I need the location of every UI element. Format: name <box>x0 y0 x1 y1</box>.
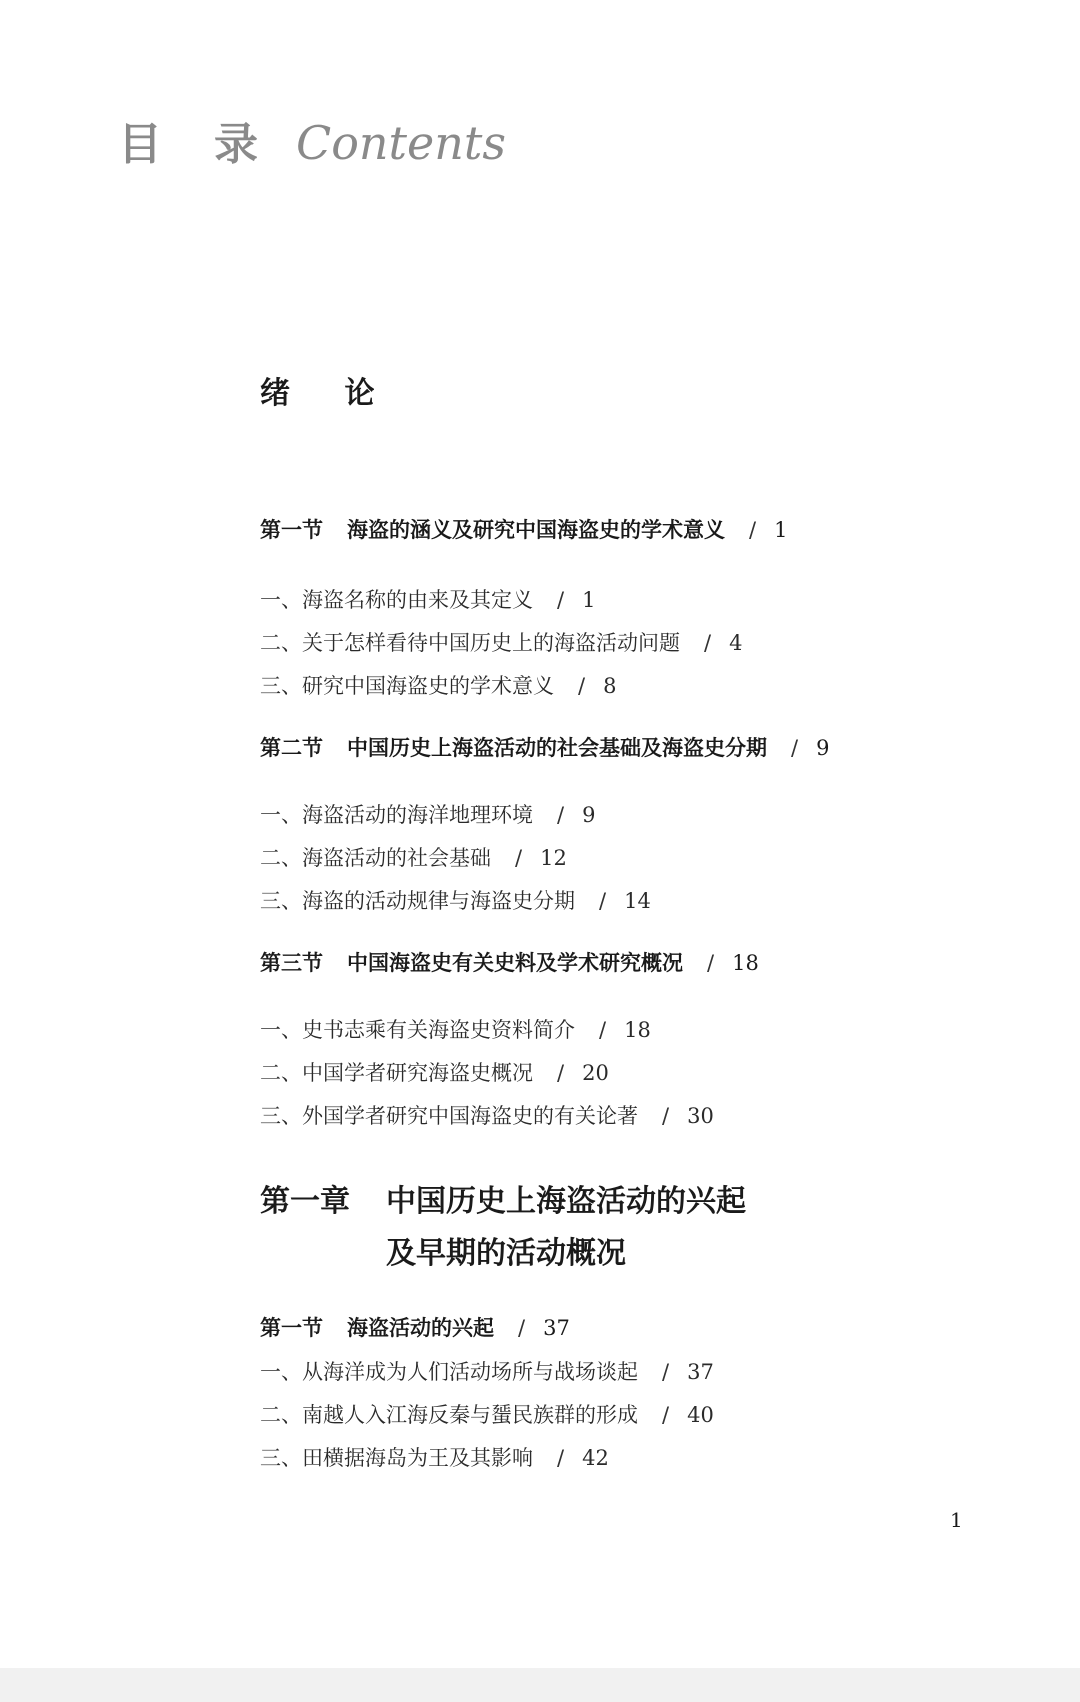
page-ref: 8 <box>603 674 617 698</box>
section-title: 海盗活动的兴起 <box>347 1316 494 1340</box>
header-mu: 目 <box>118 119 164 170</box>
intro-heading: 绪 论 <box>260 376 397 411</box>
section-label: 第三节 <box>260 951 323 975</box>
page-ref: 37 <box>543 1316 570 1340</box>
page-ref: 18 <box>732 951 759 975</box>
subsection-title: 三、外国学者研究中国海盗史的有关论著 <box>260 1104 638 1128</box>
page-ref: 14 <box>624 889 651 913</box>
subsection-title: 二、关于怎样看待中国历史上的海盗活动问题 <box>260 631 680 655</box>
bottom-strip <box>0 1668 1080 1702</box>
toc-subsection[interactable] <box>260 584 595 614</box>
chapter-label: 第一章 <box>260 1184 350 1219</box>
separator: / <box>662 1104 670 1128</box>
section-label: 第一节 <box>260 518 323 542</box>
page-number: 1 <box>950 1508 963 1532</box>
chapter-title-line1: 中国历史上海盗活动的兴起 <box>386 1184 746 1219</box>
section-label: 第二节 <box>260 736 323 760</box>
chapter-title-line2: 及早期的活动概况 <box>386 1236 626 1271</box>
page-ref: 42 <box>582 1446 609 1470</box>
section-title: 海盗的涵义及研究中国海盗史的学术意义 <box>347 518 725 542</box>
separator: / <box>557 1061 565 1085</box>
separator: / <box>707 951 715 975</box>
subsection-title: 三、海盗的活动规律与海盗史分期 <box>260 889 575 913</box>
separator: / <box>578 674 586 698</box>
page-ref: 9 <box>582 803 596 827</box>
toc-subsection[interactable] <box>260 1356 714 1386</box>
toc-header <box>118 108 506 172</box>
page-ref: 9 <box>816 736 830 760</box>
page-ref: 20 <box>582 1061 609 1085</box>
page-ref: 18 <box>624 1018 651 1042</box>
toc-subsection[interactable] <box>260 842 567 872</box>
header-lu: 录 <box>214 119 260 170</box>
toc-subsection[interactable] <box>260 670 616 700</box>
section-title: 中国海盗史有关史料及学术研究概况 <box>347 951 683 975</box>
toc-section-3[interactable] <box>260 947 759 977</box>
page-ref: 1 <box>582 588 596 612</box>
toc-subsection[interactable] <box>260 1057 609 1087</box>
separator: / <box>662 1360 670 1384</box>
toc-chapter-1[interactable] <box>260 1176 746 1220</box>
separator: / <box>749 518 757 542</box>
subsection-title: 二、中国学者研究海盗史概况 <box>260 1061 533 1085</box>
toc-section-2[interactable] <box>260 732 829 762</box>
toc-subsection[interactable] <box>260 799 595 829</box>
page-ref: 37 <box>687 1360 714 1384</box>
separator: / <box>557 803 565 827</box>
separator: / <box>515 846 523 870</box>
subsection-title: 二、海盗活动的社会基础 <box>260 846 491 870</box>
section-label: 第一节 <box>260 1316 323 1340</box>
separator: / <box>518 1316 526 1340</box>
toc-subsection[interactable] <box>260 885 651 915</box>
header-contents: Contents <box>296 116 506 170</box>
subsection-title: 三、田横据海岛为王及其影响 <box>260 1446 533 1470</box>
toc-subsection[interactable] <box>260 1014 651 1044</box>
separator: / <box>557 1446 565 1470</box>
subsection-title: 一、史书志乘有关海盗史资料简介 <box>260 1018 575 1042</box>
page-ref: 4 <box>729 631 743 655</box>
toc-subsection[interactable] <box>260 1100 714 1130</box>
separator: / <box>599 1018 607 1042</box>
toc-chapter-1-section-1[interactable] <box>260 1312 570 1342</box>
section-title: 中国历史上海盗活动的社会基础及海盗史分期 <box>347 736 767 760</box>
separator: / <box>662 1403 670 1427</box>
separator: / <box>557 588 565 612</box>
page-ref: 30 <box>687 1104 714 1128</box>
subsection-title: 一、海盗名称的由来及其定义 <box>260 588 533 612</box>
page-ref: 40 <box>687 1403 714 1427</box>
separator: / <box>704 631 712 655</box>
subsection-title: 二、南越人入江海反秦与蜑民族群的形成 <box>260 1403 638 1427</box>
separator: / <box>791 736 799 760</box>
page-ref: 1 <box>774 518 788 542</box>
toc-subsection[interactable] <box>260 627 742 657</box>
subsection-title: 三、研究中国海盗史的学术意义 <box>260 674 554 698</box>
subsection-title: 一、从海洋成为人们活动场所与战场谈起 <box>260 1360 638 1384</box>
toc-subsection[interactable] <box>260 1442 609 1472</box>
separator: / <box>599 889 607 913</box>
toc-subsection[interactable] <box>260 1399 714 1429</box>
subsection-title: 一、海盗活动的海洋地理环境 <box>260 803 533 827</box>
page-ref: 12 <box>540 846 567 870</box>
toc-section-1[interactable] <box>260 514 787 544</box>
